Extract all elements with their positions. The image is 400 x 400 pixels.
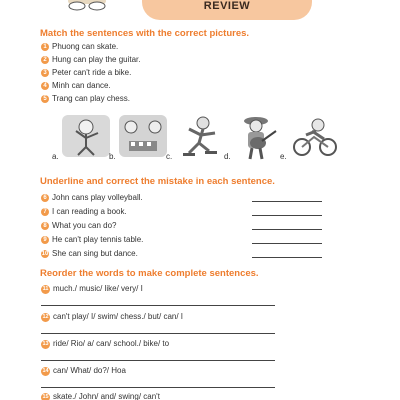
answer-line[interactable]	[252, 257, 322, 258]
list-item	[41, 193, 143, 202]
sentence-text: What you can do?	[52, 221, 117, 230]
item-number: 13	[42, 341, 49, 347]
item-number: 15	[42, 394, 49, 400]
picture-boy-playing-guitar	[232, 113, 284, 161]
item-number: 1	[41, 43, 49, 51]
list-item	[41, 207, 127, 216]
answer-line[interactable]	[41, 360, 275, 361]
sentence-text: John cans play volleyball.	[52, 193, 143, 202]
answer-line[interactable]	[41, 387, 275, 388]
picture-kids-playing-chess	[117, 113, 169, 161]
picture-label-a: a.	[52, 152, 59, 161]
item-number: 11	[42, 286, 49, 292]
sentence-text: She can sing but dance.	[52, 249, 138, 258]
mascot-feet-icon	[62, 0, 112, 12]
sentence-text: I can reading a book.	[52, 207, 127, 216]
item-number: 5	[41, 95, 49, 103]
list-item	[41, 68, 131, 77]
sentence-text: can/ What/ do?/ Hoa	[53, 366, 126, 375]
answer-line[interactable]	[252, 243, 322, 244]
header-banner	[142, 0, 312, 20]
sentence-text: skate./ John/ and/ swing/ can't	[53, 392, 160, 400]
answer-line[interactable]	[252, 229, 322, 230]
item-number: 9	[41, 236, 49, 244]
item-number: 3	[41, 69, 49, 77]
list-item	[41, 235, 143, 244]
answer-line[interactable]	[252, 215, 322, 216]
list-item	[41, 94, 130, 103]
sentence-text: ride/ Rio/ a/ can/ school./ bike/ to	[53, 339, 170, 348]
list-item	[41, 249, 138, 258]
section-title-reorder: Reorder the words to make complete sentences.	[40, 268, 259, 279]
sentence-text: can't play/ I/ swim/ chess./ but/ can/ I	[53, 312, 184, 321]
item-number: 14	[42, 368, 49, 374]
item-number: 8	[41, 222, 49, 230]
list-item	[41, 392, 160, 400]
sentence-text: Peter can't ride a bike.	[52, 68, 132, 77]
list-item	[41, 312, 183, 322]
list-item	[41, 339, 169, 349]
sentence-text: Minh can dance.	[52, 81, 111, 90]
list-item	[41, 221, 116, 230]
sentence-text: Trang can play chess.	[52, 94, 130, 103]
picture-boy-falling-off-bike	[288, 113, 340, 161]
sentence-text: Hung can play the guitar.	[52, 55, 141, 64]
picture-label-c: c.	[166, 152, 173, 161]
item-number: 10	[41, 251, 49, 257]
item-number: 4	[41, 82, 49, 90]
list-item	[41, 366, 126, 376]
picture-child-skating	[175, 113, 227, 161]
item-number: 12	[42, 314, 49, 320]
answer-line[interactable]	[41, 305, 275, 306]
item-number: 6	[41, 194, 49, 202]
item-number: 2	[41, 56, 49, 64]
section-title-match: Match the sentences with the correct pictures.	[40, 28, 250, 39]
picture-boy-dancing	[60, 113, 112, 161]
sentence-text: He can't play tennis table.	[52, 235, 144, 244]
section-title-underline: Underline and correct the mistake in each sentence.	[40, 176, 275, 187]
sentence-text: much./ music/ like/ very/ I	[53, 284, 143, 293]
list-item	[41, 55, 141, 64]
picture-label-d: d.	[224, 152, 231, 161]
sentence-text: Phuong can skate.	[52, 42, 119, 51]
answer-line[interactable]	[252, 201, 322, 202]
picture-label-e: e.	[280, 152, 287, 161]
list-item	[41, 284, 143, 294]
list-item	[41, 42, 118, 51]
picture-label-b: b.	[109, 152, 116, 161]
answer-line[interactable]	[41, 333, 275, 334]
page-title: REVIEW	[203, 0, 251, 12]
list-item	[41, 81, 111, 90]
item-number: 7	[41, 208, 49, 216]
